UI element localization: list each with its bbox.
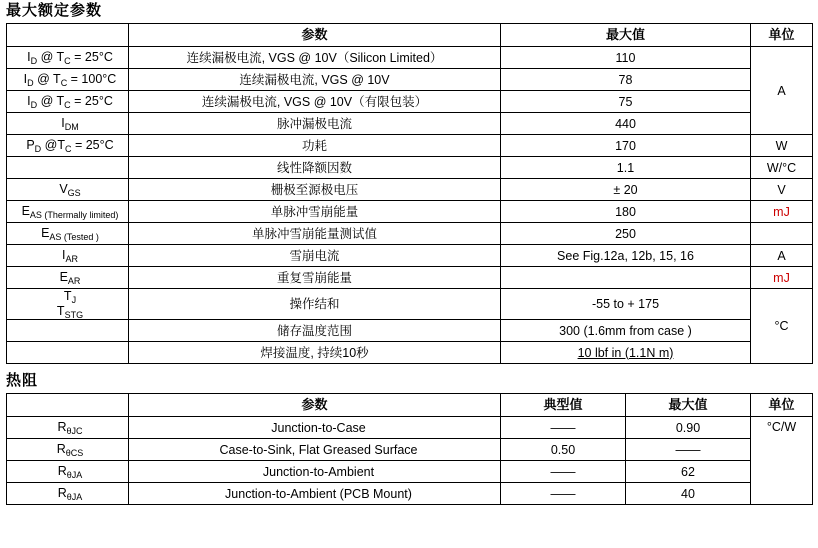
row-value: 78 [501, 69, 751, 91]
table-row [7, 320, 813, 342]
row-param: 连续漏极电流, VGS @ 10V（Silicon Limited） [129, 47, 501, 69]
row-unit: A [751, 47, 813, 135]
row-symbol: $E_{AS (Thermally limited)}$ [7, 201, 129, 223]
row-typical: —— [501, 483, 626, 505]
table-row [7, 47, 813, 69]
row-symbol: $P_D$ $@T_C = 25^\circ C$ [7, 135, 129, 157]
row-max: 62 [626, 461, 751, 483]
col-param: 参数 [129, 24, 501, 47]
table-row [7, 342, 813, 364]
row-value: 300 (1.6mm from case ) [501, 320, 751, 342]
row-value [501, 267, 751, 289]
row-param: 连续漏极电流, VGS @ 10V [129, 69, 501, 91]
col-symbol [7, 394, 129, 417]
table-row [7, 179, 813, 201]
col-max: 最大值 [501, 24, 751, 47]
row-value: See Fig.12a, 12b, 15, 16 [501, 245, 751, 267]
row-value: 170 [501, 135, 751, 157]
row-symbol: $I_D$ @ $T_C = 25^\circ C$ [7, 47, 129, 69]
table-row [7, 157, 813, 179]
table-row [7, 417, 813, 439]
row-max: 0.90 [626, 417, 751, 439]
table-row [7, 69, 813, 91]
row-typical: 0.50 [501, 439, 626, 461]
row-unit: °C/W [751, 417, 813, 505]
col-symbol [7, 24, 129, 47]
row-param: 线性降额因数 [129, 157, 501, 179]
row-param: 连续漏极电流, VGS @ 10V（有限包装） [129, 91, 501, 113]
table-row [7, 135, 813, 157]
row-param: 单脉冲雪崩能量测试值 [129, 223, 501, 245]
row-param: 功耗 [129, 135, 501, 157]
row-value: -55 to + 175 [501, 289, 751, 320]
row-typical: —— [501, 461, 626, 483]
row-symbol: $R_{\theta JA}$ [7, 483, 129, 505]
col-max: 最大值 [626, 394, 751, 417]
table-header-row [7, 24, 813, 47]
row-symbol: $R_{\theta JC}$ [7, 417, 129, 439]
row-unit: mJ [751, 267, 813, 289]
row-symbol-line2: $T_{STG}$ [56, 304, 84, 320]
row-param: 储存温度范围 [129, 320, 501, 342]
row-unit: mJ [751, 201, 813, 223]
row-value: 1.1 [501, 157, 751, 179]
col-unit: 单位 [751, 394, 813, 417]
row-value: 75 [501, 91, 751, 113]
row-param: 单脉冲雪崩能量 [129, 201, 501, 223]
row-symbol: $E_{AR}$ [7, 267, 129, 289]
row-symbol: $V_{GS}$ [7, 179, 129, 201]
row-value: 10 lbf in (1.1N m) [501, 342, 751, 364]
row-symbol [7, 342, 129, 364]
col-typical: 典型值 [501, 394, 626, 417]
row-param: Junction-to-Ambient [129, 461, 501, 483]
row-max: 40 [626, 483, 751, 505]
row-symbol [7, 320, 129, 342]
row-symbol-line1: $T_J$ [63, 289, 77, 305]
table-row [7, 223, 813, 245]
row-unit: °C [751, 289, 813, 364]
row-param: 雪崩电流 [129, 245, 501, 267]
table-row [7, 91, 813, 113]
table-row [7, 245, 813, 267]
col-param: 参数 [129, 394, 501, 417]
row-value: 250 [501, 223, 751, 245]
row-symbol: $I_{AR}$ [7, 245, 129, 267]
row-symbol [7, 289, 129, 320]
max-ratings-table [6, 23, 813, 364]
row-value: 110 [501, 47, 751, 69]
table-row [7, 439, 813, 461]
row-symbol: $E_{AS (Tested )}$ [7, 223, 129, 245]
section-title-thermal: 热阻 [6, 372, 39, 389]
row-param: Junction-to-Ambient (PCB Mount) [129, 483, 501, 505]
row-max: —— [626, 439, 751, 461]
row-unit: W/°C [751, 157, 813, 179]
row-param: Case-to-Sink, Flat Greased Surface [129, 439, 501, 461]
row-symbol: $I_{DM}$ [7, 113, 129, 135]
row-value: 180 [501, 201, 751, 223]
row-symbol: $R_{\theta JA}$ [7, 461, 129, 483]
table-row [7, 461, 813, 483]
row-value: 440 [501, 113, 751, 135]
row-param: 重复雪崩能量 [129, 267, 501, 289]
row-unit: W [751, 135, 813, 157]
col-unit: 单位 [751, 24, 813, 47]
row-value: ± 20 [501, 179, 751, 201]
row-param: Junction-to-Case [129, 417, 501, 439]
row-unit: A [751, 245, 813, 267]
table-row [7, 113, 813, 135]
row-symbol: $I_D$ @ $T_C = 25^\circ C$ [7, 91, 129, 113]
row-param: 操作结和 [129, 289, 501, 320]
row-symbol [7, 157, 129, 179]
max-ratings-body [7, 47, 813, 364]
row-param: 焊接温度, 持续10秒 [129, 342, 501, 364]
thermal-resistance-body [7, 417, 813, 505]
table-row [7, 201, 813, 223]
row-symbol: $I_D$ @ $T_C = 100^\circ C$ [7, 69, 129, 91]
row-unit [751, 223, 813, 245]
row-symbol: $R_{\theta CS}$ [7, 439, 129, 461]
thermal-resistance-table [6, 393, 813, 505]
table-row [7, 267, 813, 289]
row-param: 脉冲漏极电流 [129, 113, 501, 135]
table-row [7, 289, 813, 320]
table-row [7, 483, 813, 505]
row-unit: V [751, 179, 813, 201]
table-header-row [7, 394, 813, 417]
row-typical: —— [501, 417, 626, 439]
row-param: 栅极至源极电压 [129, 179, 501, 201]
section-title-max-ratings: 最大额定参数 [6, 2, 103, 19]
